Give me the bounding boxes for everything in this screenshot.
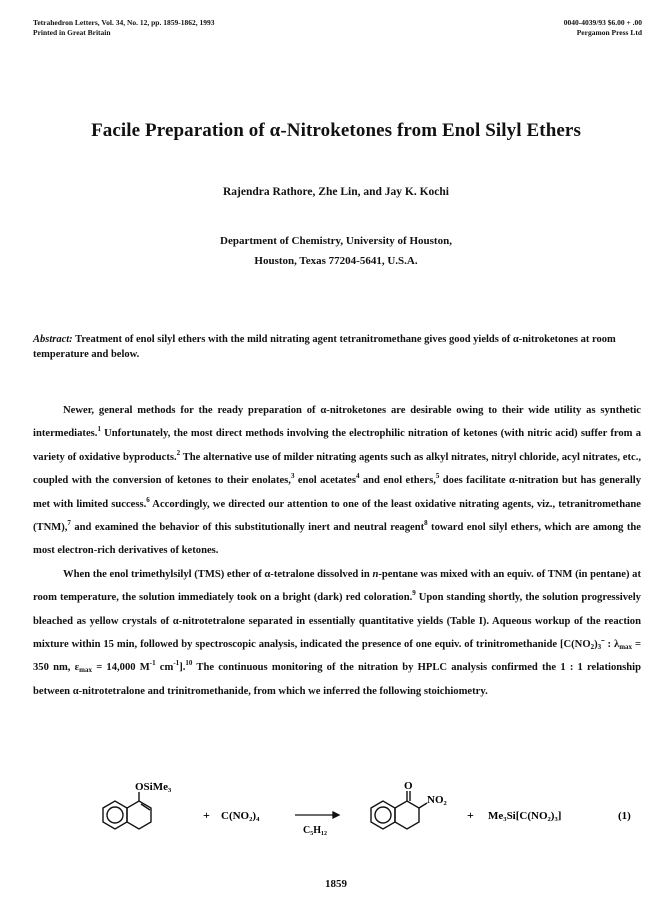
printed-location: Printed in Great Britain [33,28,111,37]
text-run: and enol ethers, [359,475,436,487]
superscript: -1 [149,659,156,668]
affiliation-address: Houston, Texas 77204-5641, U.S.A. [254,255,418,267]
subscript: 2 [590,643,595,652]
abstract-text: Treatment of enol silyl ethers with the mild nitrating agent tetranitromethane gives good yields of α-nitroketones at room temperature and below. [33,334,616,360]
abstract-label: Abstract: [33,334,73,345]
publisher-name: Pergamon Press Ltd [576,28,642,37]
article-code: 0040-4039/93 $6.00 + .00 [563,18,642,27]
equation-number: (1) [618,810,631,822]
plus-sign-2: + [467,808,474,822]
reaction-scheme [33,770,641,850]
reactant-structure [103,792,151,829]
journal-citation: Tetrahedron Letters, Vol. 34, No. 12, pp. 1859-1862, 1993 [33,18,215,27]
product-carbonyl-o: O [404,780,413,792]
reference-5: 5 [435,472,440,481]
affiliation [0,231,672,271]
byproduct-label: Me₃Si[C(NO₂)₃] [488,810,562,822]
reaction-arrow [295,812,339,818]
text-run: When the enol trimethylsilyl (TMS) ether of α-tetralone dissolved in [63,568,373,580]
text-run: Accordingly, we directed our attention to one of the least oxidative nitrating agents, viz., tetranitromethane (TNM), [33,498,641,534]
affiliation-department: Department of Chemistry, University of Houston, [220,235,452,247]
reference-1: 1 [97,425,101,434]
reference-3: 3 [290,472,295,481]
body-text [33,399,641,703]
text-run: = 14,000 M [92,662,150,674]
text-run: = 350 nm, ε [33,639,641,674]
reagent-tnm: C(NO₂)₄ [221,810,260,822]
text-run: toward enol silyl ethers, which are among the most electron-rich derivatives of ketones. [33,522,641,557]
product-no2-label: NO₂ [427,794,447,806]
page-number: 1859 [325,878,347,890]
reactant-osime3-label: OSiMe₃ [135,781,172,793]
journal-header [33,18,214,38]
reference-7: 7 [67,519,71,528]
plus-sign-1: + [203,808,210,822]
reference-6: 6 [146,495,150,504]
subscript: max [619,643,633,652]
text-run: Upon standing shortly, the solution progressively bleached as yellow crystals of α-nitrotetralone separated in essentially quantitative yields (Table I). Aqueous workup of the reaction mixture within 15 min, followed by spectroscopic analysis, indicated the presence of one equiv. of trinitromethanide [C(NO [33,592,641,651]
text-run: ˉ : λ [601,639,620,651]
text-run: Unfortunately, the most direct methods involving the electrophilic nitration of ketones (with nitric acid) suffer from a variety of oxidative byproducts. [33,428,641,463]
product-structure [371,791,427,829]
text-run: Newer, general methods for the ready preparation of α-nitroketones are desirable owing to their wide utility as synthetic intermediates. [33,405,641,440]
abstract [33,332,641,362]
reference-10: 10 [185,659,193,668]
reference-4: 4 [355,472,360,481]
text-run: The continuous monitoring of the nitration by HPLC analysis confirmed the 1 : 1 relationship between α-nitrotetralone and trinitromethanide, from which we inferred the following stoichiometry. [33,662,641,697]
text-run: cm [155,662,174,674]
text-run: -pentane was mixed with an equiv. of TNM (in pentane) at room temperature, the solution immediately took on a bright (dark) red coloration. [33,568,641,604]
reference-8: 8 [424,519,428,528]
paragraph-1 [33,399,641,563]
reference-9: 9 [412,589,416,598]
paper-title: Facile Preparation of α-Nitroketones from Enol Silyl Ethers [91,120,581,141]
text-run: enol acetates [294,475,356,487]
text-run: The alternative use of milder nitrating agents such as alkyl nitrates, nitryl chloride, acyl nitrates, etc., coupled with the conversion of ketones to their enolates, [33,451,641,487]
subscript: max [79,666,93,675]
solvent-label: C₅H₁₂ [303,825,327,836]
reference-2: 2 [176,448,181,457]
author-list: Rajendra Rathore, Zhe Lin, and Jay K. Kochi [223,186,449,198]
publisher-header [564,18,642,38]
text-run: does facilitate α-nitration but has generally met with limited success. [33,475,642,510]
text-run: ]. [179,662,186,674]
subscript: 3 [597,643,602,652]
superscript: -1 [173,659,180,668]
text-run: ) [594,639,598,651]
text-run: and examined the behavior of this substitutionally inert and neutral reagent [70,522,425,534]
paragraph-2 [33,563,641,703]
italic-prefix: n [372,568,379,580]
